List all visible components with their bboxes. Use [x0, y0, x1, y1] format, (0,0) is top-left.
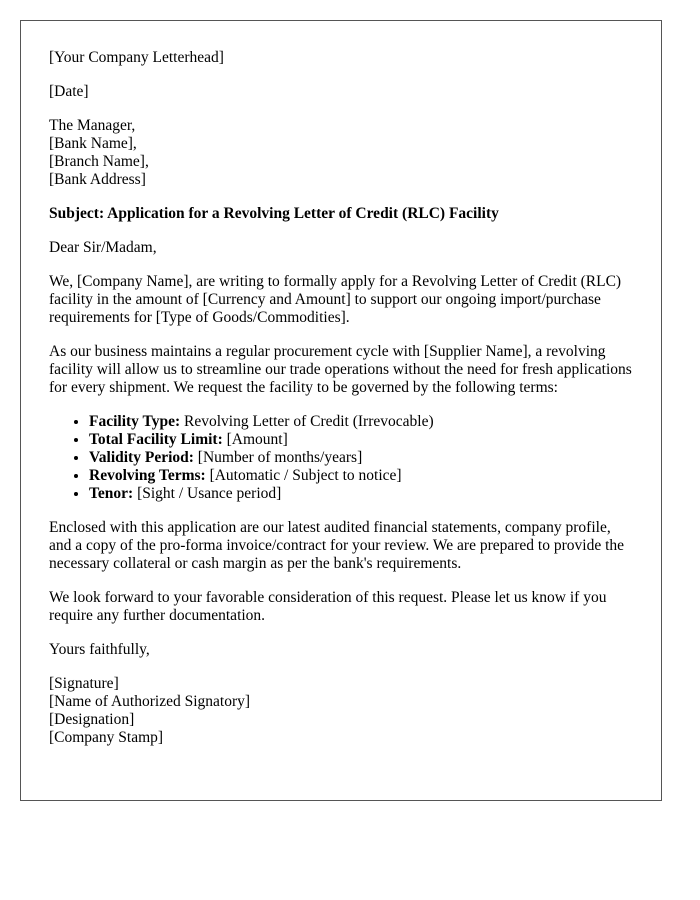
terms-list-item	[89, 449, 633, 467]
term-value: Revolving Letter of Credit (Irrevocable)	[180, 413, 434, 430]
terms-list-item	[89, 485, 633, 503]
body-paragraph: Enclosed with this application are our latest audited financial statements, company profile, and a copy of the pro-forma invoice/contract for your review. We are prepared to provide the necessary collateral or cash margin as per the bank's requirements.	[49, 519, 625, 572]
company-stamp-line: [Company Stamp]	[49, 729, 164, 746]
term-key: Validity Period:	[89, 449, 194, 466]
term-value: [Number of months/years]	[193, 449, 363, 466]
letterhead: [Your Company Letterhead]	[49, 49, 224, 66]
letter-page	[20, 20, 662, 801]
designation-line: [Designation]	[49, 711, 135, 728]
body-paragraph: We, [Company Name], are writing to formally apply for a Revolving Letter of Credit (RLC) facility in the amount of [Currency and Amount] to support our ongoing import/purchase requirements for [Type of Goods/Commodities].	[49, 273, 622, 326]
subject-line: Subject: Application for a Revolving Letter of Credit (RLC) Facility	[49, 205, 499, 222]
recipient-line: The Manager,	[49, 117, 136, 134]
salutation: Dear Sir/Madam,	[49, 239, 157, 256]
term-key: Total Facility Limit:	[89, 431, 223, 448]
terms-list-item	[89, 413, 633, 431]
recipient-line: [Bank Name],	[49, 135, 137, 152]
terms-list	[49, 413, 633, 503]
terms-list-item	[89, 467, 633, 485]
terms-list-item	[89, 431, 633, 449]
term-value: [Sight / Usance period]	[133, 485, 282, 502]
recipient-line: [Branch Name],	[49, 153, 149, 170]
recipient-line: [Bank Address]	[49, 171, 146, 188]
date: [Date]	[49, 83, 89, 100]
term-key: Tenor:	[89, 485, 134, 502]
recipient-address	[49, 117, 633, 189]
body-paragraph: We look forward to your favorable consideration of this request. Please let us know if you require any further documentation.	[49, 589, 607, 624]
signatory-name-line: [Name of Authorized Signatory]	[49, 693, 251, 710]
term-key: Facility Type:	[89, 413, 181, 430]
signature-line: [Signature]	[49, 675, 119, 692]
body-paragraph: As our business maintains a regular procurement cycle with [Supplier Name], a revolving facility will allow us to streamline our trade operations without the need for fresh applications for every shipment. We request the facility to be governed by the following terms:	[49, 343, 632, 396]
term-value: [Automatic / Subject to notice]	[205, 467, 402, 484]
closing: Yours faithfully,	[49, 641, 150, 658]
signature-block	[49, 675, 633, 747]
term-key: Revolving Terms:	[89, 467, 206, 484]
term-value: [Amount]	[222, 431, 288, 448]
